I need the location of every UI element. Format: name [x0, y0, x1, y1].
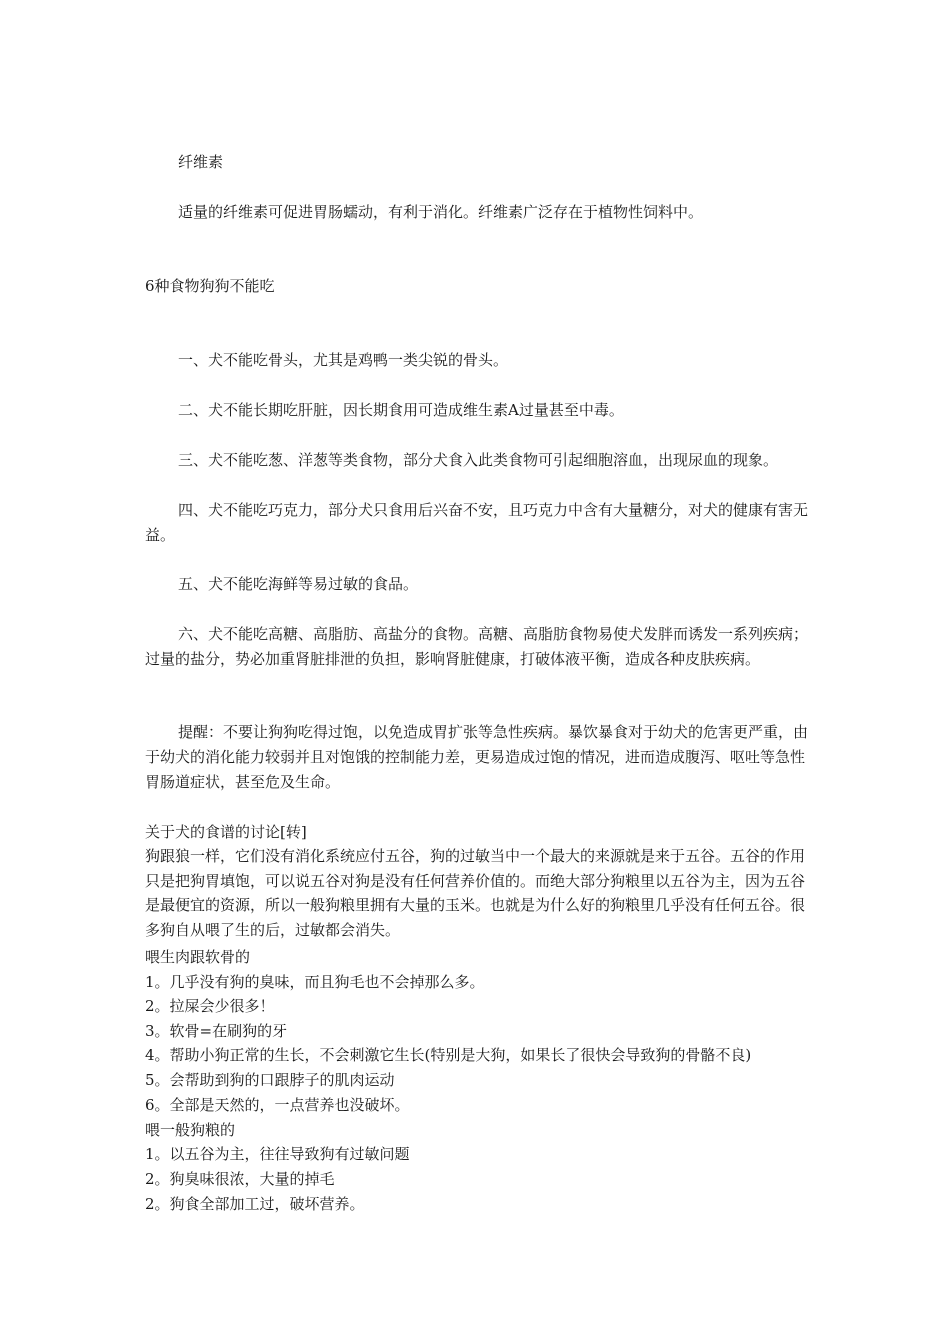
forbidden-item-4: 四、犬不能吃巧克力，部分犬只食用后兴奋不安，且巧克力中含有大量糖分，对犬的健康有害无益。: [145, 501, 809, 544]
forbidden-foods-title: 6种食物狗狗不能吃: [145, 277, 275, 295]
kibble-item-3: 2。狗食全部加工过，破坏营养。: [145, 1195, 365, 1213]
raw-diet-item-5: 5。会帮助到狗的口跟脖子的肌肉运动: [145, 1071, 395, 1089]
kibble-item-2: 2。狗臭味很浓，大量的掉毛: [145, 1170, 335, 1188]
raw-diet-item-3: 3。软骨=在刷狗的牙: [145, 1022, 288, 1040]
kibble-item-1: 1。以五谷为主，往往导致狗有过敏问题: [145, 1145, 410, 1163]
forbidden-item-6: 六、犬不能吃高糖、高脂肪、高盐分的食物。高糖、高脂肪食物易使犬发胖而诱发一系列疾病；过量的盐分，势必加重肾脏排泄的负担，影响肾脏健康，打破体液平衡，造成各种皮肤疾病。: [145, 625, 809, 668]
raw-diet-item-1: 1。几乎没有狗的臭味，而且狗毛也不会掉那么多。: [145, 973, 485, 991]
raw-diet-heading: 喂生肉跟软骨的: [145, 948, 251, 966]
raw-diet-item-6: 6。全部是天然的，一点营养也没破坏。: [145, 1096, 410, 1114]
fiber-heading: 纤维素: [178, 153, 224, 171]
forbidden-item-5: 五、犬不能吃海鲜等易过敏的食品。: [178, 575, 419, 593]
fiber-text: 适量的纤维素可促进胃肠蠕动，有利于消化。纤维素广泛存在于植物性饲料中。: [178, 203, 704, 221]
reminder-paragraph: 提醒：不要让狗狗吃得过饱，以免造成胃扩张等急性疾病。暴饮暴食对于幼犬的危害更严重，由于幼犬的消化能力较弱并且对饱饿的控制能力差，更易造成过饱的情况，进而造成腹泻、呕吐等急性胃肠道症状，甚至危及生命。: [145, 723, 809, 791]
forbidden-item-3: 三、犬不能吃葱、洋葱等类食物，部分犬食入此类食物可引起细胞溶血，出现尿血的现象。: [178, 451, 779, 469]
forbidden-item-2: 二、犬不能长期吃肝脏，因长期食用可造成维生素A过量甚至中毒。: [178, 401, 624, 419]
raw-diet-item-2: 2。拉屎会少很多！: [145, 997, 275, 1015]
raw-diet-item-4: 4。帮助小狗正常的生长，不会刺激它生长(特别是大狗，如果长了很快会导致狗的骨骼不良): [145, 1046, 752, 1064]
discussion-title: 关于犬的食谱的讨论[转]: [145, 823, 307, 841]
discussion-intro: 狗跟狼一样，它们没有消化系统应付五谷，狗的过敏当中一个最大的来源就是来于五谷。五谷的作用只是把狗胃填饱，可以说五谷对狗是没有任何营养价值的。而绝大部分狗粮里以五谷为主，因为五谷是最便宜的资源，所以一般狗粮里拥有大量的玉米。也就是为什么好的狗粮里几乎没有任何五谷。很多狗自从喂了生的后，过敏都会消失。: [145, 847, 806, 939]
kibble-heading: 喂一般狗粮的: [145, 1121, 236, 1139]
forbidden-item-1: 一、犬不能吃骨头，尤其是鸡鸭一类尖锐的骨头。: [178, 351, 509, 369]
